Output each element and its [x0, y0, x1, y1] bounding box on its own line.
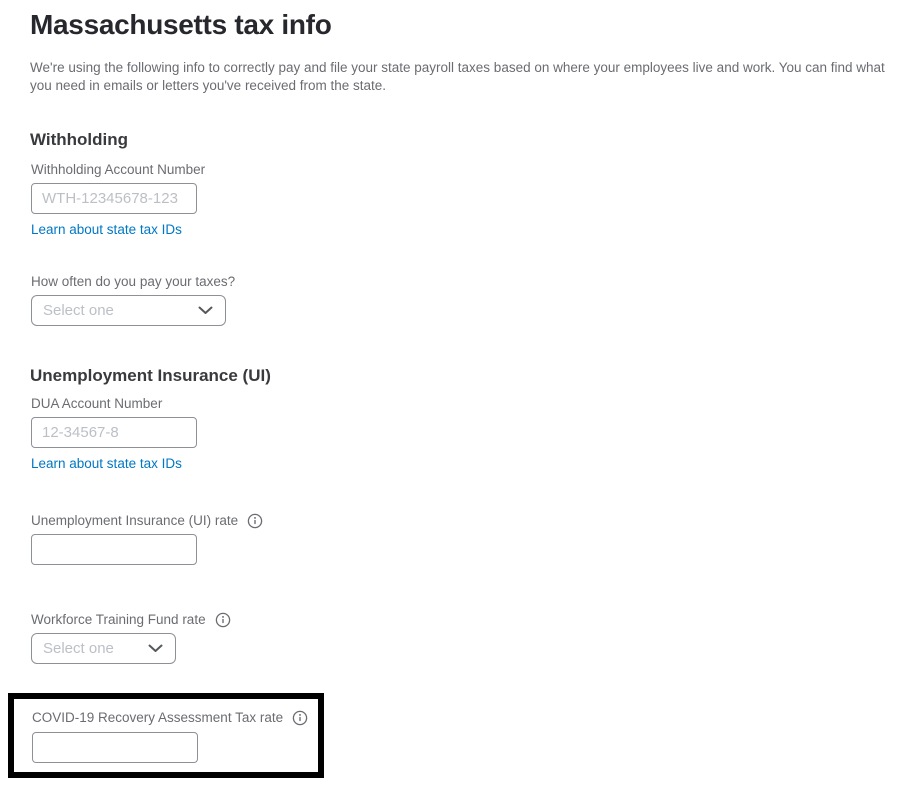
tax-frequency-label: How often do you pay your taxes? — [31, 274, 236, 289]
info-icon[interactable] — [247, 513, 263, 529]
ui-rate-label-row — [31, 513, 905, 529]
withholding-section-heading: Withholding — [30, 130, 129, 149]
chevron-down-icon — [198, 306, 213, 315]
unemployment-learn-about-state-tax-ids-link[interactable]: Learn about state tax IDs — [31, 456, 182, 471]
covid-rate-highlight-box — [8, 693, 324, 778]
ui-rate-input[interactable] — [31, 534, 197, 565]
covid-recovery-tax-rate-label: COVID-19 Recovery Assessment Tax rate — [32, 710, 284, 725]
chevron-down-icon — [148, 644, 163, 653]
info-icon[interactable] — [292, 710, 308, 726]
workforce-fund-rate-select[interactable] — [31, 633, 176, 664]
tax-frequency-selected-value: Select one — [43, 302, 114, 319]
covid-recovery-tax-rate-input[interactable] — [32, 732, 198, 763]
covid-rate-label-row — [32, 710, 318, 726]
unemployment-section-heading: Unemployment Insurance (UI) — [30, 366, 271, 385]
workforce-fund-rate-label: Workforce Training Fund rate — [31, 612, 206, 627]
tax-frequency-select[interactable] — [31, 295, 226, 326]
dua-account-number-label: DUA Account Number — [31, 396, 163, 411]
workforce-fund-selected-value: Select one — [43, 640, 114, 657]
workforce-fund-label-row — [31, 612, 905, 628]
info-icon[interactable] — [215, 612, 231, 628]
withholding-learn-about-state-tax-ids-link[interactable]: Learn about state tax IDs — [31, 222, 182, 237]
ui-rate-label: Unemployment Insurance (UI) rate — [31, 513, 239, 528]
withholding-account-number-label: Withholding Account Number — [31, 162, 206, 177]
page-title: Massachusetts tax info — [30, 9, 332, 40]
withholding-account-number-input[interactable] — [31, 183, 197, 214]
page-description: We're using the following info to correctly pay and file your state payroll taxes based on where your employees live and work. You can find what you need in emails or letters you've received from the state. — [30, 60, 885, 93]
dua-account-number-input[interactable] — [31, 417, 197, 448]
